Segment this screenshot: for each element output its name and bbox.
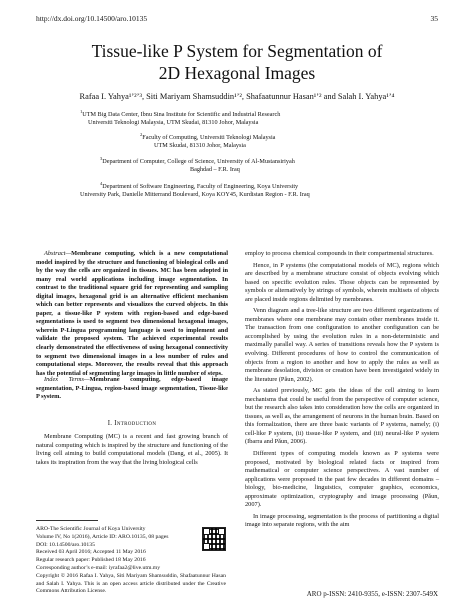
index-terms xyxy=(36,376,228,402)
footnote-divider xyxy=(36,520,98,521)
paragraph: Different types of computing models known as P systems were proposed, motivated by biological related facts or inspired from mathematical or computer science perspectives. A vast number of applications were proposed in the past few decades in different domains – biology, bio-medicine, linguistics, computer graphics, economics, approximate optimization, cryptography and image processing (Păun, 2007). xyxy=(245,450,439,509)
right-column xyxy=(245,250,439,533)
paragraph: In image processing, segmentation is the process of partitioning a digital image into separate regions, with the aim xyxy=(245,512,439,529)
article-footnote: ARO-The Scientific Journal of Koya University Volume IV, No 1(2016), Article ID: ARO.10135, 08 pages DOI: 10.14500/aro.10135 Received 03 April 2016; Accepted 11 May 2016 Regular research paper: Published 18 May 2016 Corresponding author’s e-mail: iyrafaa2@live.utm.my Copyright © 2016 Rafaa I. Yahya, Siti Mariyam Shamsuddin, Shafaatunnur Hasan and Salah I. Yahya. This is an open access article distributed under the Creative Commons Attribution License. xyxy=(36,526,226,595)
affiliation-4: $^4$Department of Software Engineering, Faculty of Engineering, Koya University University Park, Danielle Mitterrand Boulevard, Koya KOY45, Kurdistan Region - F.R. Iraq xyxy=(80,181,310,199)
abstract-lead: Abstract— xyxy=(44,250,72,257)
affiliation-2: $^2$Faculty of Computing, Universiti Teknologi Malaysia UTM Skudai, 81310 Johor, Malaysia xyxy=(140,132,276,150)
affiliation-3: $^3$Department of Computer, College of Science, University of Al-Mustansiriyah Baghdad – F.R. Iraq xyxy=(100,156,295,174)
author-list: Rafaa I. Yahya¹ʼ²ʼ³, Siti Mariyam Shamsuddin¹ʼ², Shafaatunnur Hasan¹ʼ² and Salah I. Yahya¹ʼ⁴ xyxy=(79,92,395,101)
issn-footer: ARO p-ISSN: 2410-9355, e-ISSN: 2307-549X xyxy=(306,590,438,598)
paragraph: As stated previously, MC gets the ideas of the cell aiming to learn mechanisms that could be useful from the perspective of computer science, but the research also takes into consideration how the cells are organized in tissues, as well as, the arrangement of neurons in the human brain. Based on this formalization, there are three basic variants of P systems, namely; (i) cell-like P system, (ii) tissue-like P system, and (iii) neural-like P system (Ibarra and Păun, 2006). xyxy=(245,387,439,446)
index-terms-text: Membrane computing, edge-based image segmentation, P-Lingua, region-based image segmentation, Tissue-like P system. xyxy=(36,376,229,401)
paper-title xyxy=(0,40,474,84)
paragraph: employ to process chemical compounds in their compartmental structures. xyxy=(245,250,434,257)
abstract xyxy=(36,250,228,378)
title-line-2: 2D Hexagonal Images xyxy=(158,63,316,83)
abstract-text: Membrane computing, which is a new computational model inspired by the structure and functioning of biological cells and by the way the cells are organized in tissues. MC has been adopted in many real world applications including image segmentation. In contrast to the traditional square grid for representing and sampling digital images, hexagonal grid is an alternative efficient mechanism which can better represents and visualizes the curved objects. In this paper, a tissue-like P system with region-based and edge-based segmentations is used to segment two dimensional hexagonal images, wherein P-Lingua programming language is used to implement and validate the proposed system. The achieved experimental results clearly demonstrated the effectiveness of using hexagonal connectivity to segment two dimensional images in a less number of rules and computational steps. Moreover, the results reveal that this approach has the potential of segmenting large images in little number of steps. xyxy=(36,250,228,377)
introduction-paragraph: Membrane Computing (MC) is a recent and fast growing branch of natural computing which is inspired by the structure and functioning of the living cell aiming to build computational models (Dang, et al., 2005). It takes its inspiration from the way that the living biological cells xyxy=(36,433,228,466)
qr-code-icon xyxy=(202,527,226,551)
index-terms-lead: Index Terms— xyxy=(44,376,90,383)
paragraph: Hence, in P systems (the computational models of MC), regions which are described by a membrane structure consist of objects evolving which based on specific evolution rules. Those objects can be represented by symbols or alternatively by strings of symbols, wherein multisets of objects are placed inside regions delimited by membranes. xyxy=(245,261,439,303)
affiliation-1: $^1$UTM Big Data Center, Ibnu Sina Institute for Scientific and Industrial Research Universiti Teknologi Malaysia, UTM Skudai, 81310 Johor, Malaysia xyxy=(80,109,281,127)
paragraph: Venn diagram and a tree-like structure are two different organizations of membranes where one membrane may contain other membranes inside it. The transaction from one configuration to another configuration can be accomplished by using the evolution rules in a non-deterministic and maximally parallel way. A series of transitions reveals how the P system is evolving. Different procedures of how to control the communication of objects from a region to another and how to apply the rules as well as membrane desolation, division or creation have been investigated widely in the literature (Păun, 2002). xyxy=(245,307,439,383)
title-line-1: Tissue-like P System for Segmentation of xyxy=(91,41,383,61)
section-heading-introduction: I. Introduction xyxy=(107,420,157,427)
page-number: 35 xyxy=(430,14,438,23)
doi-link[interactable]: http://dx.doi.org/10.14500/aro.10135 xyxy=(36,14,148,23)
